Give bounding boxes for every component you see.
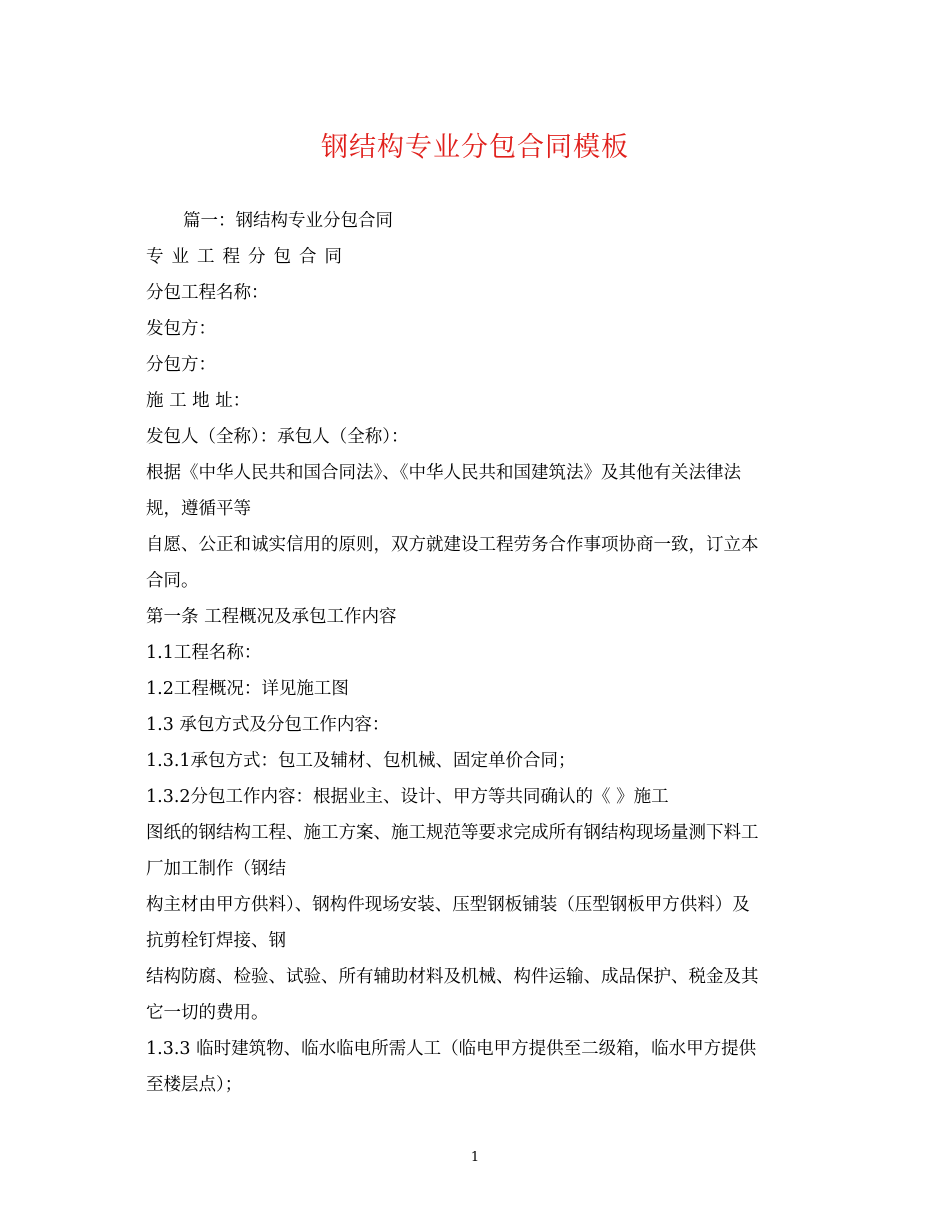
document-title: 钢结构专业分包合同模板	[321, 132, 629, 163]
body-line: 构主材由甲方供料）、钢构件现场安装、压型钢板铺装（压型钢板甲方供料）及	[146, 895, 750, 915]
field-site-address: 施 工 地 址：	[146, 391, 251, 411]
body-line: 根据《中华人民共和国合同法》、《中华人民共和国建筑法》及其他有关法律法	[146, 463, 741, 483]
clause-line: 1.3.3 临时建筑物、临水临电所需人工（临电甲方提供至二级箱，临水甲方提供	[146, 1039, 757, 1059]
body-line: 自愿、公正和诚实信用的原则，双方就建设工程劳务合作事项协商一致，订立本	[146, 535, 759, 555]
clause-line: 1.1工程名称：	[146, 643, 262, 663]
document-body	[146, 203, 808, 1103]
body-line: 合同。	[146, 571, 199, 591]
body-line: 结构防腐、检验、试验、所有辅助材料及机械、构件运输、成品保护、税金及其	[146, 967, 759, 987]
field-subcontractor: 分包方：	[146, 355, 216, 375]
clause-line: 1.3.1承包方式：包工及辅材、包机械、固定单价合同；	[146, 751, 576, 771]
body-line: 至楼层点）；	[146, 1075, 243, 1095]
section-heading: 篇一：钢结构专业分包合同	[183, 211, 393, 231]
clause-line: 1.3.2分包工作内容：根据业主、设计、甲方等共同确认的《 》施工	[146, 787, 669, 807]
clause-line: 1.2工程概况：详见施工图	[146, 679, 349, 699]
body-line: 它一切的费用。	[146, 1003, 269, 1023]
body-line: 图纸的钢结构工程、施工方案、施工规范等要求完成所有钢结构现场量测下料工	[146, 823, 759, 843]
field-project-name: 分包工程名称：	[146, 283, 269, 303]
body-line: 厂加工制作（钢结	[146, 859, 286, 879]
page-number: 1	[470, 1150, 480, 1165]
clause-line: 1.3 承包方式及分包工作内容：	[146, 715, 390, 735]
field-employer: 发包方：	[146, 319, 216, 339]
body-line: 抗剪栓钉焊接、钢	[146, 931, 286, 951]
field-parties: 发包人（全称）：承包人（全称）：	[146, 427, 409, 447]
article-heading: 第一条 工程概况及承包工作内容	[146, 607, 397, 627]
contract-type-heading: 专业工程分包合同	[146, 247, 350, 267]
body-line: 规，遵循平等	[146, 499, 251, 519]
